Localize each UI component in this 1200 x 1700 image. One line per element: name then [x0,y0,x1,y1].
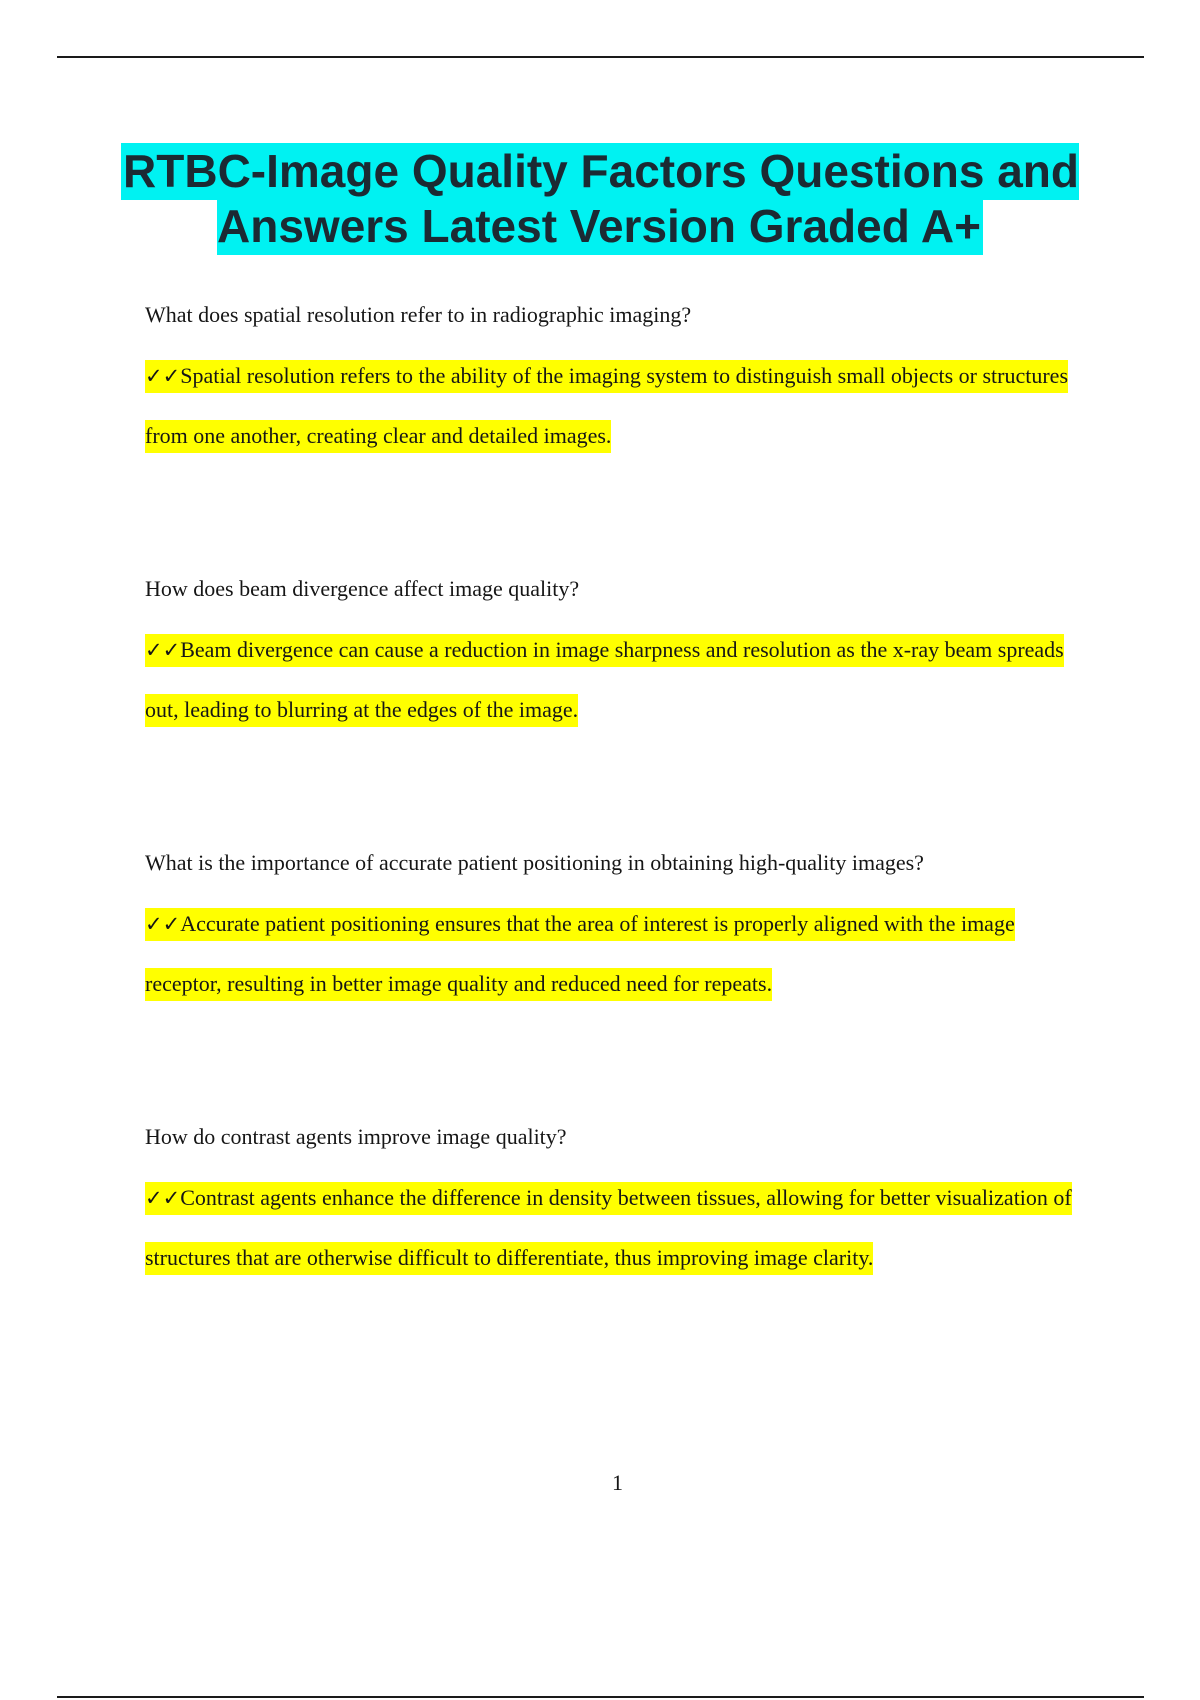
title-highlight: RTBC-Image Quality Factors Questions and Answers Latest Version Graded A+ [121,143,1079,255]
check-icon: ✓✓ [145,912,181,936]
answer-text: Spatial resolution refers to the ability of the imaging system to distinguish small objects or structures from one another, creating clear and detailed images. [145,363,1069,448]
page-number: 1 [612,1470,623,1495]
qa-item [145,848,1090,1014]
question-text: What is the importance of accurate patient positioning in obtaining high-quality images? [145,850,924,875]
qa-item [145,1122,1090,1288]
answer-highlight [145,1182,1072,1275]
document-title [60,144,1140,254]
qa-item [145,300,1090,466]
check-icon: ✓✓ [145,364,181,388]
answer-highlight [145,360,1068,453]
qa-list [145,300,1090,1288]
answer-paragraph [145,346,1090,466]
question-text: What does spatial resolution refer to in radiographic imaging? [145,302,692,327]
footer-rule [57,1696,1144,1698]
check-icon: ✓✓ [145,638,181,662]
answer-paragraph [145,620,1090,740]
question-text: How does beam divergence affect image quality? [145,576,580,601]
check-icon: ✓✓ [145,1186,181,1210]
answer-highlight [145,908,1015,1001]
answer-paragraph [145,1168,1090,1288]
answer-text: Beam divergence can cause a reduction in image sharpness and resolution as the x-ray beam spreads out, leading to blurring at the edges of the image. [145,637,1064,722]
answer-text: Accurate patient positioning ensures that the area of interest is properly aligned with the image receptor, resulting in better image quality and reduced need for repeats. [145,911,1015,996]
answer-highlight [145,634,1064,727]
answer-paragraph [145,894,1090,1014]
header-rule [57,56,1144,58]
qa-item [145,574,1090,740]
answer-text: Contrast agents enhance the difference in density between tissues, allowing for better visualization of structures that are otherwise difficult to differentiate, thus improving image clarity. [145,1185,1072,1270]
question-text: How do contrast agents improve image quality? [145,1124,567,1149]
